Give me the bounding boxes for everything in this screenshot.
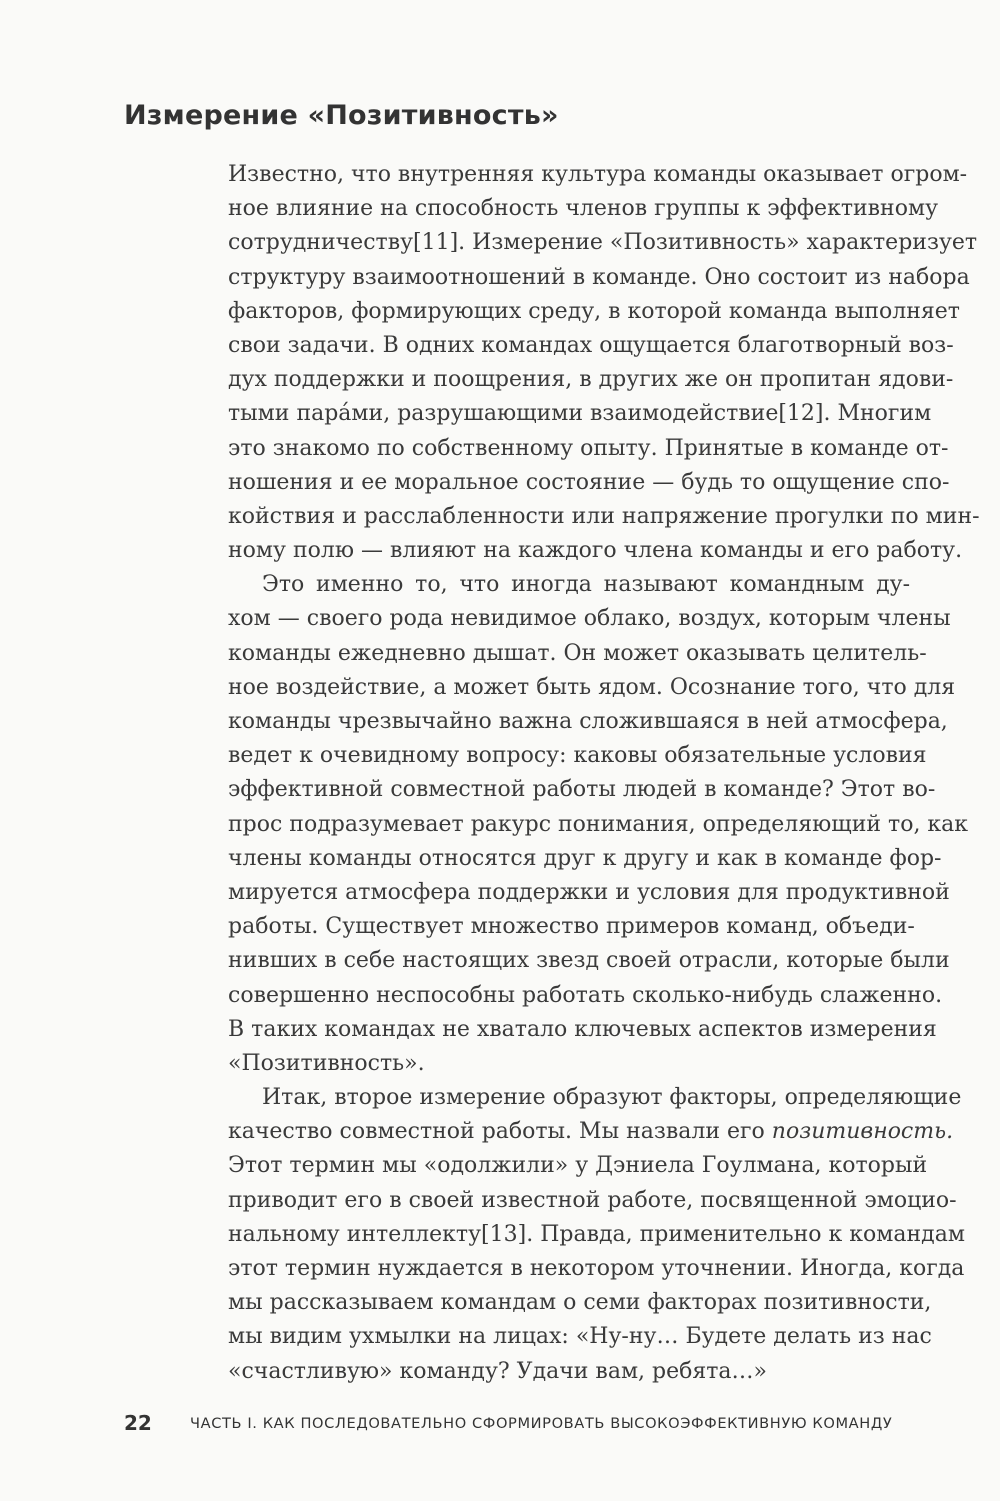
- text-line: [228, 637, 927, 671]
- text-line-content: эффективной совместной работы людей в команде? Этот во-: [228, 777, 936, 803]
- text-line: [228, 1355, 910, 1389]
- text-line-content: ное влияние на способность членов группы к эффективному: [228, 196, 939, 222]
- text-line: [228, 1047, 910, 1081]
- text-line: [228, 534, 963, 568]
- text-line: [228, 773, 936, 807]
- text-line-content: структуру взаимоотношений в команде. Оно состоит из набора: [228, 264, 970, 290]
- text-line: [228, 910, 915, 944]
- text-line-content: качество совместной работы. Мы назвали его: [228, 1119, 772, 1145]
- text-line: [228, 808, 969, 842]
- text-line-content: Этот термин мы «одолжили» у Дэниела Гоулмана, который: [228, 1153, 928, 1179]
- text-line-content: сотрудничеству[11]. Измерение «Позитивность» характеризует: [228, 230, 978, 256]
- text-line-content: «счастливую» команду? Удачи вам, ребята…»: [228, 1358, 768, 1384]
- text-line: [228, 1320, 932, 1354]
- text-line-content: приводит его в своей известной работе, посвященной эмоцио-: [228, 1187, 957, 1213]
- text-line: [228, 568, 910, 602]
- text-line-content: этот термин нуждается в некотором уточнении. Иногда, когда: [228, 1256, 965, 1281]
- text-line: [228, 1218, 965, 1252]
- text-line: [228, 842, 942, 876]
- text-line: [228, 739, 927, 773]
- text-line: [228, 1149, 928, 1183]
- text-line: [228, 432, 949, 466]
- text-line-content: команды ежедневно дышат. Он может оказывать целитель-: [228, 640, 927, 666]
- text-line: [228, 226, 978, 260]
- text-line: [228, 1081, 962, 1115]
- text-line-content: Известно, что внутренняя культура команды оказывает огром-: [228, 162, 968, 187]
- text-line-content: это знакомо по собственному опыту. Принятые в команде от-: [228, 435, 949, 461]
- text-line-content: Итак, второе измерение образуют факторы, определяющие: [262, 1085, 962, 1111]
- text-line: [228, 1286, 932, 1320]
- text-line: [228, 944, 950, 978]
- text-line-content: ное воздействие, а может быть ядом. Осознание того, что для: [228, 674, 956, 700]
- text-line-content: ведет к очевидному вопросу: каковы обязательные условия: [228, 743, 927, 769]
- text-line: [228, 192, 939, 226]
- text-line: [228, 295, 960, 329]
- text-line: [228, 397, 932, 431]
- text-line-content: ношения и ее моральное состояние — будь то ощущение спо-: [228, 469, 950, 495]
- text-line-content: В таких командах не хватало ключевых аспектов измерения: [228, 1016, 937, 1042]
- text-line: [228, 466, 950, 500]
- text-line-content: совершенно неспособны работать сколько-нибудь слаженно.: [228, 982, 943, 1008]
- text-line-content: свои задачи. В одних командах ощущается благотворный воз-: [228, 332, 954, 358]
- text-line-content: «Позитивность».: [228, 1050, 425, 1076]
- text-line-content: нивших в себе настоящих звезд своей отрасли, которые были: [228, 948, 950, 974]
- text-line-content: прос подразумевает ракурс понимания, определяющий то, как: [228, 811, 969, 837]
- text-line: [228, 329, 954, 363]
- emphasized-term: позитивность.: [771, 1119, 954, 1145]
- text-line: [228, 705, 948, 739]
- text-line-content: ному полю — влияют на каждого члена команды и его работу.: [228, 538, 963, 564]
- text-line-content: мируется атмосфера поддержки и условия для продуктивной: [228, 879, 950, 905]
- text-line-content: койствия и расслабленности или напряжение прогулки по мин-: [228, 503, 980, 529]
- text-line: [228, 158, 968, 192]
- section-heading: Измерение «Позитивность»: [124, 100, 559, 131]
- text-line-content: Это именно то, что иногда называют командным ду-: [262, 572, 910, 598]
- text-line: [228, 261, 970, 295]
- text-line-content: хом — своего рода невидимое облако, воздух, которым члены: [228, 606, 951, 632]
- text-line-content: тыми пара́ми, разрушающими взаимодействие[12]. Многим: [228, 401, 932, 427]
- text-line: [228, 1252, 965, 1286]
- text-line: [228, 1115, 954, 1149]
- text-line-content: команды чрезвычайно важна сложившаяся в ней атмосфера,: [228, 709, 948, 734]
- text-line-content: мы видим ухмылки на лицах: «Ну-ну… Будете делать из нас: [228, 1324, 932, 1350]
- text-line: [228, 602, 951, 636]
- text-line: [228, 1013, 937, 1047]
- text-line: [228, 979, 943, 1013]
- text-line-content: члены команды относятся друг к другу и как в команде фор-: [228, 845, 942, 871]
- text-line: [228, 876, 950, 910]
- text-line: [228, 363, 954, 397]
- text-line-content: дух поддержки и поощрения, в других же он пропитан ядови-: [228, 367, 954, 393]
- text-line-content: работы. Существует множество примеров команд, объеди-: [228, 914, 915, 940]
- page-number: 22: [124, 1411, 152, 1435]
- text-line: [228, 671, 956, 705]
- text-line-content: мы рассказываем командам о семи факторах позитивности,: [228, 1290, 932, 1316]
- text-line: [228, 1184, 957, 1218]
- text-line: [228, 500, 980, 534]
- running-head: ЧАСТЬ I. КАК ПОСЛЕДОВАТЕЛЬНО СФОРМИРОВАТЬ ВЫСОКОЭФФЕКТИВНУЮ КОМАНДУ: [190, 1415, 893, 1432]
- text-line-content: факторов, формирующих среду, в которой команда выполняет: [228, 298, 960, 324]
- body-text: [228, 158, 980, 1389]
- text-line-content: нальному интеллекту[13]. Правда, применительно к командам: [228, 1221, 965, 1247]
